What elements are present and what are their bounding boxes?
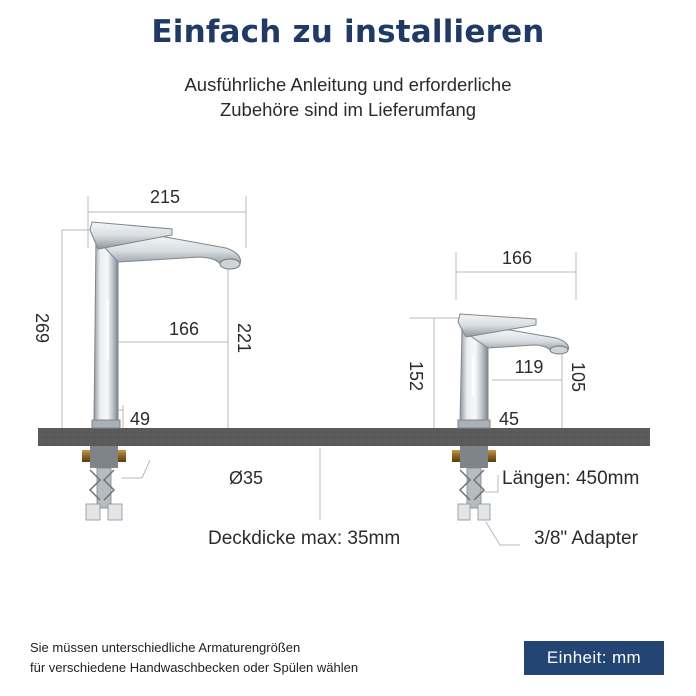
countertop (38, 428, 650, 446)
footer-note-line-1: Sie müssen unterschiedliche Armaturengrößen (30, 640, 301, 655)
short-faucet-dimensions (410, 252, 576, 545)
deck-thickness-label: Deckdicke max: 35mm (208, 528, 401, 549)
page-title: Einfach zu installieren (151, 14, 545, 50)
hose-length-label: Längen: 450mm (502, 468, 640, 489)
adapter-label: 3/8" Adapter (534, 528, 638, 549)
hole-diameter-label: Ø35 (229, 468, 264, 488)
unit-badge: Einheit: mm (524, 641, 664, 675)
short-width-label: 166 (501, 248, 533, 268)
footer-note (30, 638, 358, 678)
short-base-label: 45 (498, 409, 520, 429)
tall-reach-label: 166 (168, 319, 200, 339)
short-height-label: 152 (406, 360, 426, 392)
tall-spout-height-label: 221 (234, 322, 254, 354)
footer-note-line-2: für verschiedene Handwaschbecken oder Spülen wählen (30, 660, 359, 675)
tall-base-label: 49 (129, 409, 151, 429)
subtitle-line-2: Zubehöre sind im Lieferumfang (219, 99, 477, 120)
tall-width-label: 215 (149, 187, 181, 207)
tall-faucet (82, 222, 240, 520)
subtitle-line-1: Ausführliche Anleitung und erforderliche (184, 74, 512, 95)
short-reach-label: 119 (514, 357, 544, 377)
short-spout-height-label: 105 (568, 361, 588, 393)
tall-height-label: 269 (32, 312, 52, 344)
